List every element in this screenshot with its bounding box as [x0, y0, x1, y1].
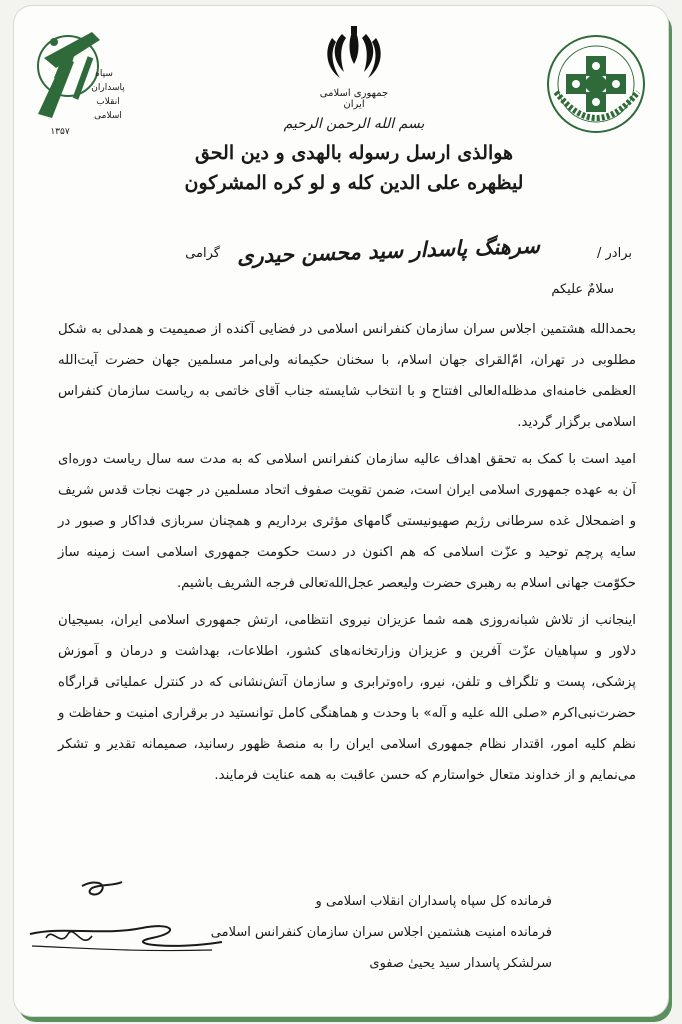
emblem-text-4: اسلامی	[94, 111, 122, 121]
bismillah-heading: بسم الله الرحمن الرحیم	[283, 116, 425, 132]
addressee-line	[164, 232, 632, 282]
emblem-text-2: پاسداران	[91, 83, 125, 93]
letter-body	[58, 314, 636, 791]
letter-page	[14, 6, 668, 1016]
signatory-block	[211, 886, 552, 979]
handwritten-addressee-name: سرهنگ پاسدار سید محسن حیدری	[236, 232, 541, 269]
verse-line-1: هوالذی ارسل رسوله بالهدی و دین الحق	[194, 142, 514, 164]
body-paragraph-3: اینجانب از تلاش شبانه‌روزی همه شما عزیزان نیروی انتظامی، ارتش جمهوری اسلامی ایران، بسیجیان دلاور و سپاهیان عزّت آفرین و عزیزان وزارتخانه‌های کشور، اطلاعات، بهداشت و درمان و آموزش پزشکی، پست و تلگراف و تلفن، نیرو، راه‌وترابری و سازمان آتش‌نشانی که در کنترل عملیاتی قرارگاه حضرت‌نبی‌اکرم «صلی الله علیه و آله» با وحدت و هماهنگی کامل توانستید در برقراری امنیت و حفاظت و نظم کلیه امور، اقتدار نظام جمهوری اسلامی ایران را به منصهٔ ظهور رسانید، صمیمانه تقدیر و تشکر می‌نمایم و از خداوند متعال خواستارم که حسن عاقبت به همه عنایت فرمایند.	[58, 613, 636, 783]
handwritten-signature	[22, 876, 232, 976]
signatory-title-2: فرمانده امنیت هشتمین اجلاس سران سازمان کنفرانس اسلامی	[210, 925, 552, 940]
emblem-text-1: سپاه	[95, 69, 113, 79]
addressee-honorific: گرامی	[185, 246, 220, 261]
quran-verse	[164, 138, 544, 198]
body-paragraph-1: بحمدالله هشتمین اجلاس سران سازمان کنفرانس اسلامی در فضایی آکنده از صمیمیت و همدلی به شکل مطلوبی در تهران، امّ‌القرای جهان اسلام، با سخنان حکیمانه ولی‌امر مسلمین جهان حضرت آیت‌الله العظمی خامنه‌ای مدظله‌العالی افتتاح و با انتخاب شایسته جناب آقای خاتمی به ریاست سازمان کنفراس اسلامی برگزار گردید.	[58, 322, 636, 430]
greeting: سلامٌ علیکم	[551, 282, 614, 297]
conference-seal-icon	[542, 32, 654, 138]
body-paragraph-2: امید است با کمک به تحقق اهداف عالیه سازمان کنفرانس اسلامی که به مدت سه سال ریاست دوره‌ای آن به عهده جمهوری اسلامی ایران است، ضمن تقویت صفوف اتحاد مسلمین در جهت نجات قدس شریف و اضمحلال غده سرطانی رژیم صهیونیستی گامهای مؤثری برداریم و همچنان سربازی فداکار و صبور در سایه پرچم توحید و عزّت اسلامی که هم اکنون در دست حکومت جمهوری اسلامی است زمینه ساز حکوّمت جهانی اسلام به رهبری حضرت ولیعصر عجل‌الله‌تعالی فرجه الشریف باشیم.	[58, 452, 636, 591]
irgc-emblem-icon	[24, 18, 142, 138]
emblem-year: ۱۳۵۷	[50, 127, 70, 137]
addressee-prefix: برادر /	[597, 246, 632, 261]
iran-coat-of-arms-icon	[324, 24, 384, 82]
emblem-caption: جمهوری اسلامی ایران	[319, 88, 389, 110]
signatory-name: سرلشکر پاسدار سید یحییٰ صفوی	[369, 956, 552, 971]
emblem-text-3: انقلاب	[96, 97, 120, 107]
signatory-title-1: فرمانده کل سپاه پاسداران انقلاب اسلامی و	[315, 894, 552, 909]
verse-line-2: لیظهره علی الدین کله و لو کره المشرکون	[184, 172, 524, 194]
iran-emblem	[314, 24, 394, 114]
